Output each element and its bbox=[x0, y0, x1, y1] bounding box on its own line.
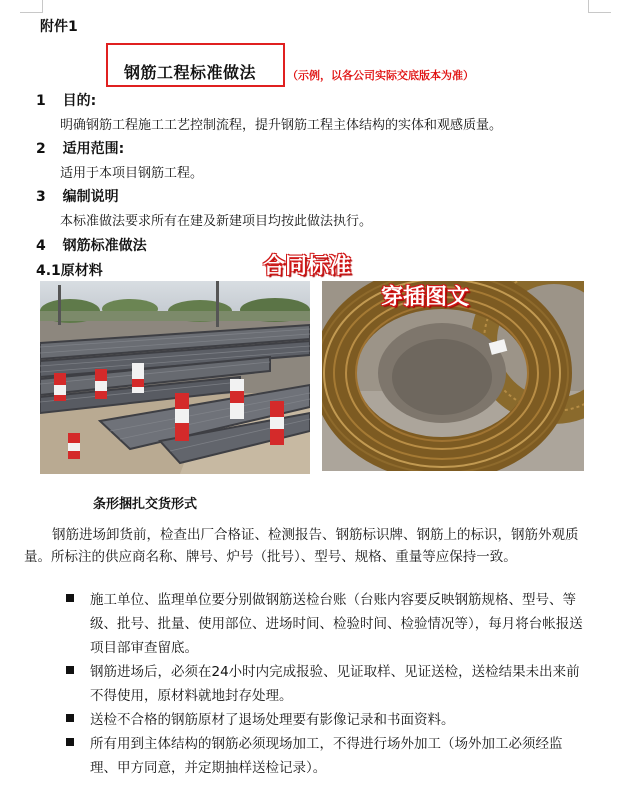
section-2-heading bbox=[36, 138, 124, 158]
section-title: 目的: bbox=[62, 93, 97, 109]
overlay-label-right: 穿插图文 bbox=[381, 285, 470, 310]
title-note: （示例，以各公司实际交底版本为准） bbox=[287, 69, 474, 82]
rebar-bundles-image bbox=[40, 281, 310, 474]
page-corner-mark bbox=[588, 0, 611, 13]
square-bullet-icon bbox=[66, 666, 74, 674]
section-number: 3 bbox=[36, 189, 46, 205]
overlay-label-left: 合同标准 bbox=[263, 254, 352, 279]
rebar-bundles-photo bbox=[40, 281, 310, 474]
list-item bbox=[66, 660, 586, 708]
list-item bbox=[66, 708, 586, 732]
square-bullet-icon bbox=[66, 738, 74, 746]
subsection-heading: 4.1原材料 bbox=[36, 263, 103, 279]
section-title: 编制说明 bbox=[62, 189, 119, 205]
section-title: 适用范围: bbox=[62, 141, 125, 157]
section-2-text: 适用于本项目钢筋工程。 bbox=[60, 166, 204, 181]
list-item-text: 送检不合格的钢筋原材了退场处理要有影像记录和书面资料。 bbox=[90, 712, 455, 728]
inspection-paragraph: 钢筋进场卸货前，检查出厂合格证、检测报告、钢筋标识牌、钢筋上的标识，钢筋外观质量。所标注的供应商名称、牌号、炉号（批号）、型号、规格、重量等应保持一致。 bbox=[24, 527, 579, 565]
list-item-text: 施工单位、监理单位要分别做钢筋送检台账（台账内容要反映钢筋规格、型号、等级、批号、批量、使用部位、进场时间、检验时间、检验情况等），每月将台帐报送项目部审查留底。 bbox=[90, 592, 583, 656]
square-bullet-icon bbox=[66, 594, 74, 602]
list-item bbox=[66, 732, 586, 780]
section-number: 2 bbox=[36, 141, 46, 157]
list-item-text: 钢筋进场后，必须在24小时内完成报验、见证取样、见证送检，送检结果未出来前不得使用，原材料就地封存处理。 bbox=[90, 664, 580, 704]
section-4-heading bbox=[36, 235, 147, 255]
section-number: 1 bbox=[36, 93, 46, 109]
section-1-heading bbox=[36, 90, 96, 110]
photo-caption: 条形捆扎交货形式 bbox=[93, 497, 198, 512]
section-3-text: 本标准做法要求所有在建及新建项目均按此做法执行。 bbox=[60, 214, 373, 229]
section-1-text: 明确钢筋工程施工工艺控制流程，提升钢筋工程主体结构的实体和观感质量。 bbox=[60, 118, 503, 133]
list-item bbox=[66, 588, 586, 660]
attachment-label: 附件1 bbox=[40, 19, 78, 35]
square-bullet-icon bbox=[66, 714, 74, 722]
list-item-text: 所有用到主体结构的钢筋必须现场加工，不得进行场外加工（场外加工必须经监理、甲方同意，并定期抽样送检记录）。 bbox=[90, 736, 563, 776]
section-number: 4 bbox=[36, 238, 46, 254]
section-3-heading bbox=[36, 186, 119, 206]
document-title: 钢筋工程标准做法 bbox=[124, 63, 257, 82]
section-title: 钢筋标准做法 bbox=[62, 238, 147, 254]
page-corner-mark bbox=[20, 0, 43, 13]
